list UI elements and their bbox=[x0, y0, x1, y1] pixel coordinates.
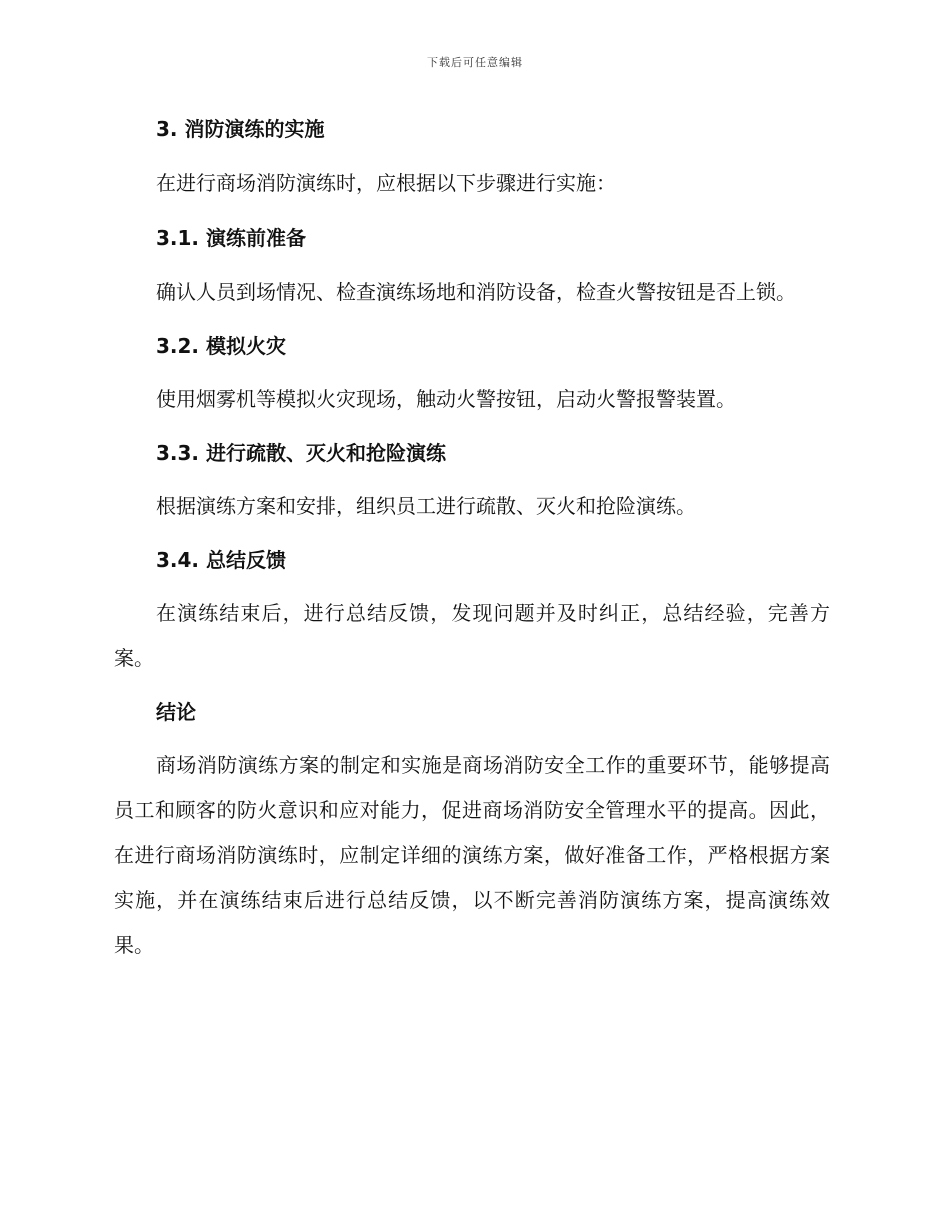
section-3-4-body: 在演练结束后，进行总结反馈，发现问题并及时纠正，总结经验，完善方案。 bbox=[114, 601, 830, 670]
section-3-3-heading: 3.3. 进行疏散、灭火和抢险演练 bbox=[156, 441, 446, 465]
page-header: 下载后可任意编辑 bbox=[427, 56, 523, 69]
section-3-2-heading: 3.2. 模拟火灾 bbox=[156, 334, 286, 358]
conclusion-body: 商场消防演练方案的制定和实施是商场消防安全工作的重要环节，能够提高员工和顾客的防火意识和应对能力，促进商场消防安全管理水平的提高。因此，在进行商场消防演练时，应制定详细的演练方案，做好准备工作，严格根据方案实施，并在演练结束后进行总结反馈，以不断完善消防演练方案，提高演练效果。 bbox=[114, 753, 830, 957]
document-body bbox=[114, 112, 830, 968]
section-3-intro: 在进行商场消防演练时，应根据以下步骤进行实施： bbox=[156, 171, 616, 195]
conclusion-heading: 结论 bbox=[156, 700, 196, 724]
section-3-heading: 3. 消防演练的实施 bbox=[156, 117, 325, 141]
section-3-3-body: 根据演练方案和安排，组织员工进行疏散、灭火和抢险演练。 bbox=[156, 494, 696, 518]
section-3-2-body: 使用烟雾机等模拟火灾现场，触动火警按钮，启动火警报警装置。 bbox=[156, 387, 736, 411]
section-3-4-heading: 3.4. 总结反馈 bbox=[156, 548, 286, 572]
section-3-1-heading: 3.1. 演练前准备 bbox=[156, 226, 306, 250]
section-3-1-body: 确认人员到场情况、检查演练场地和消防设备，检查火警按钮是否上锁。 bbox=[156, 280, 796, 304]
